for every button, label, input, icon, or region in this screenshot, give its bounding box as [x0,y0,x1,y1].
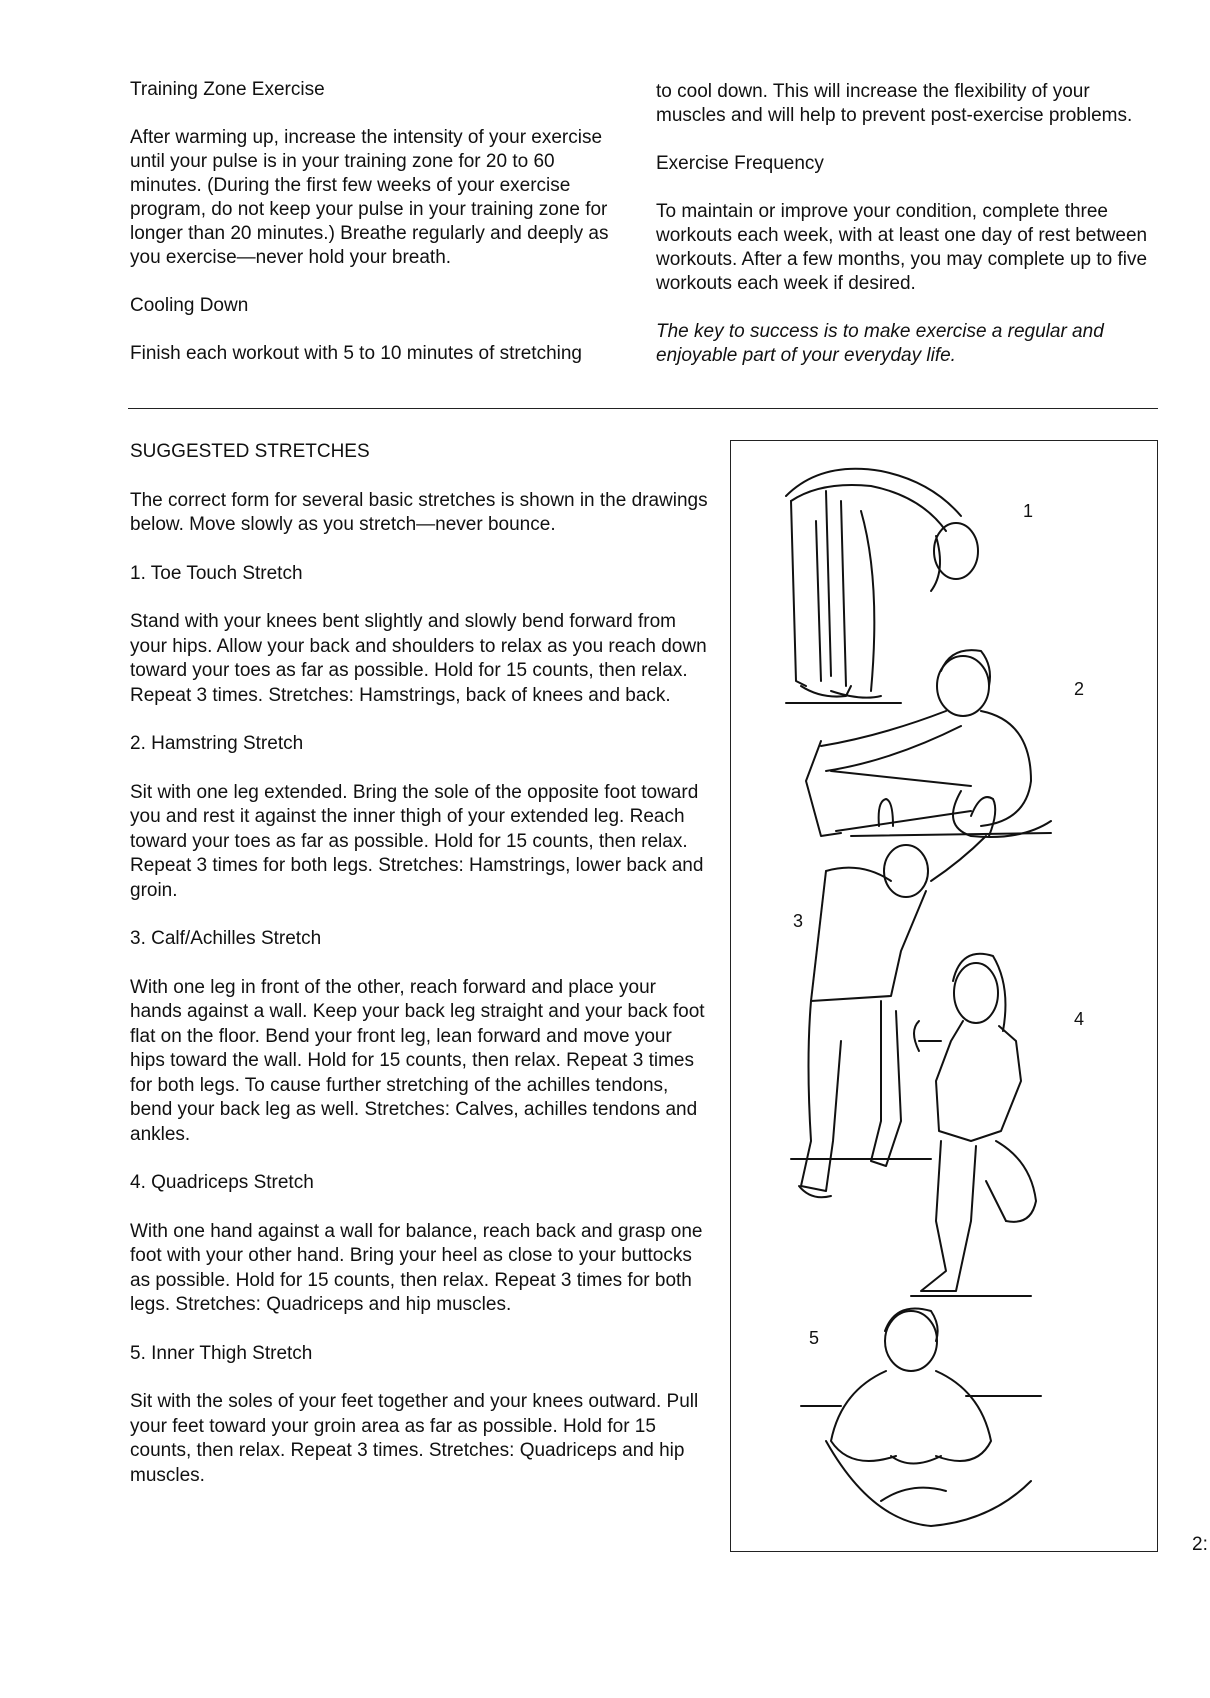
exercise-frequency-heading: Exercise Frequency [656,153,824,174]
stretch-illustrations [731,441,1159,1553]
stretch-illustrations-box [730,440,1158,1552]
toe-touch-figure [786,469,978,703]
cooling-down-heading: Cooling Down [130,295,249,316]
figure-label-3: 3 [793,911,804,931]
stretch-1-title: 1. Toe Touch Stretch [130,562,303,584]
stretch-3-body: With one leg in front of the other, reach forward and place your hands against a wall. Keep your back leg straight and your back foot flat on the floor. Bend your front leg, lean forward and move your hips toward the wall. Hold for 15 counts, then relax. Repeat 3 times for both legs. To cause further stretching of the achilles tendons, bend your back leg as well. Stretches: Calves, achilles tendons and ankles. [130,976,705,1145]
figure-label-2: 2 [1074,679,1085,699]
figure-label-5: 5 [809,1328,820,1348]
quadriceps-figure [911,954,1036,1296]
top-left-column [130,78,630,390]
suggested-stretches-heading: SUGGESTED STRETCHES [130,441,370,462]
stretch-4-title: 4. Quadriceps Stretch [130,1172,314,1193]
figure-label-4: 4 [1074,1009,1085,1029]
training-zone-heading: Training Zone Exercise [130,79,325,100]
hamstring-figure [806,650,1051,837]
stretch-5-title: 5. Inner Thigh Stretch [130,1342,313,1364]
section-divider [128,408,1158,409]
stretch-1-body: Stand with your knees bent slightly and slowly bend forward from your hips. Allow your back and shoulders to relax as you reach down toward your toes as far as possible. Hold for 15 counts, then relax. Repeat 3 times. Stretches: Hamstrings, back of knees and back. [130,611,707,706]
stretch-2-title: 2. Hamstring Stretch [130,733,304,754]
suggested-stretches-intro: The correct form for several basic stretches is shown in the drawings below. Move slowly as you stretch—never bounce. [130,489,708,535]
calf-achilles-figure [791,797,995,1197]
key-to-success: The key to success is to make exercise a regular and enjoyable part of your everyday life. [656,321,1104,366]
stretch-4-body: With one hand against a wall for balance, reach back and grasp one foot with your other hand. Bring your heel as close to your buttocks as possible. Hold for 15 counts, then relax. Repeat 3 times for both legs. Stretches: Quadriceps and hip muscles. [130,1220,703,1315]
inner-thigh-figure [801,1309,1041,1527]
stretch-2-body: Sit with one leg extended. Bring the sole of the opposite foot toward you and rest it against the inner thigh of your extended leg. Reach toward your toes as far as possible. Hold for 15 counts, then relax. Repeat 3 times for both legs. Stretches: Hamstrings, lower back and groin. [130,781,704,901]
stretch-5-body: Sit with the soles of your feet together and your knees outward. Pull your feet toward your groin area as far as possible. Hold for 15 counts, then relax. Repeat 3 times. Stretches: Quadriceps and hip muscles. [130,1391,699,1486]
training-zone-body: After warming up, increase the intensity of your exercise until your pulse is in your training zone for 20 to 60 minutes. (During the first few weeks of your exercise program, do not keep your pulse in your training zone for longer than 20 minutes.) Breathe regularly and deeply as you exercise—never hold your breath. [130,127,609,268]
cooling-down-body-part1: Finish each workout with 5 to 10 minutes of stretching [130,343,583,364]
suggested-stretches-section [130,440,710,1512]
cooling-down-body-part2: to cool down. This will increase the flexibility of your muscles and will help to prevent post-exercise problems. [656,81,1133,126]
page-number: 2: [1192,1534,1208,1555]
stretch-3-title: 3. Calf/Achilles Stretch [130,928,322,949]
top-right-column [656,80,1156,392]
figure-label-1: 1 [1023,501,1034,521]
exercise-frequency-body: To maintain or improve your condition, complete three workouts each week, with at least one day of rest between workouts. After a few months, you may complete up to five workouts each week if desired. [656,201,1148,294]
